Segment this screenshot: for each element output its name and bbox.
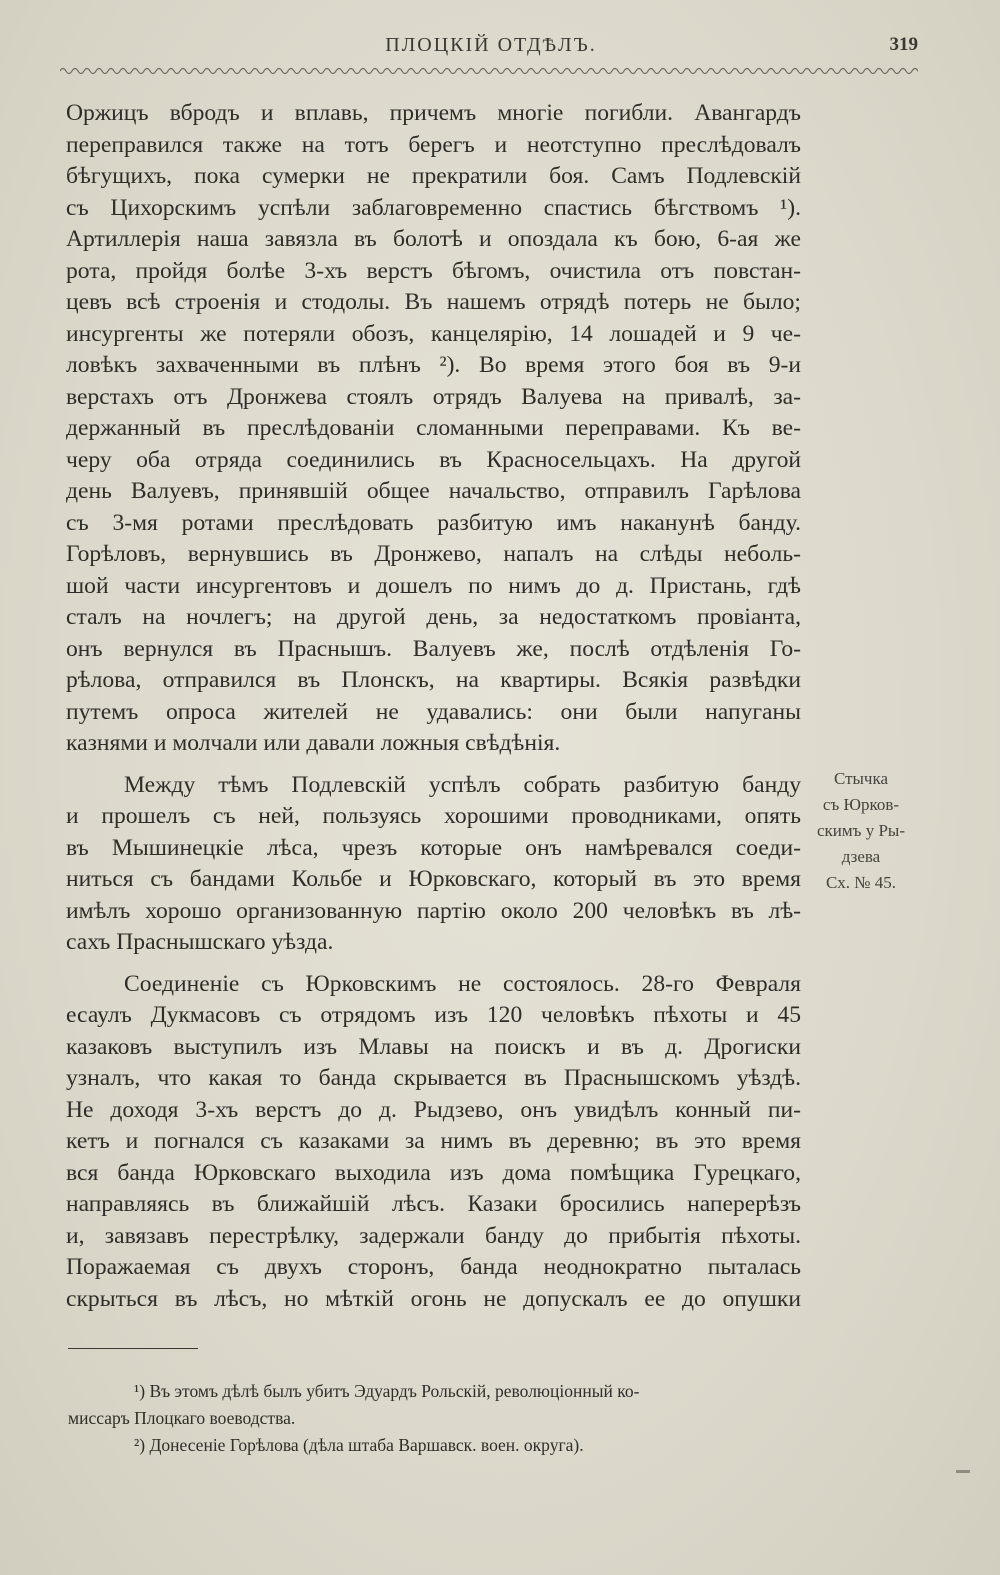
text-line: съ 3-мя ротами преслѣдовать разбитую имъ наканунѣ банду. xyxy=(66,509,801,536)
text-line: бѣгущихъ, пока сумерки не прекратили боя. Самъ Подлевскій xyxy=(66,163,801,189)
text-line: Соединеніе съ Юрковскимъ не состоялось. 28-го Февраля xyxy=(124,970,801,997)
text-line: сталъ на ночлегъ; на другой день, за недостаткомъ провіанта, xyxy=(66,604,801,630)
text-line: онъ вернулся въ Праснышъ. Валуевъ же, послѣ отдѣленія Го- xyxy=(66,635,801,662)
running-head xyxy=(60,30,922,60)
text-line: и, завязавъ перестрѣлку, задержали банду до прибытія пѣхоты. xyxy=(66,1222,801,1249)
wavy-rule xyxy=(60,64,918,78)
page-number: 319 xyxy=(889,34,918,55)
text-line: Артиллерія наша завязла въ болотѣ и опоздала къ бою, 6-ая же xyxy=(66,226,801,252)
margin-note-line: скимъ у Ры- xyxy=(817,821,905,840)
footnote-1-continued: миссаръ Плоцкаго воеводства. xyxy=(68,1408,296,1428)
text-line: Между тѣмъ Подлевскій успѣлъ собрать разбитую банду xyxy=(124,771,801,798)
text-line: ниться съ бандами Кольбе и Юрковскаго, который въ это время xyxy=(66,866,801,892)
text-line: шой части инсургентовъ и дошелъ по нимъ до д. Пристань, гдѣ xyxy=(66,572,801,599)
text-line: кетъ и погнался съ казаками за нимъ въ деревню; въ это время xyxy=(66,1128,801,1154)
text-line: путемъ опроса жителей не удавались: они были напуганы xyxy=(66,698,801,725)
text-line: имѣлъ хорошо организованную партію около 200 человѣкъ въ лѣ- xyxy=(66,897,801,924)
text-line: рота, пройдя болѣе 3-хъ верстъ бѣгомъ, очистила отъ повстан- xyxy=(66,257,801,284)
text-line: есаулъ Дукмасовъ съ отрядомъ изъ 120 человѣкъ пѣхоты и 45 xyxy=(66,1002,801,1028)
text-line: Не доходя 3-хъ верстъ до д. Рыдзево, онъ увидѣлъ конный пи- xyxy=(66,1096,801,1123)
text-line: скрыться въ лѣсъ, но мѣткій огонь не допускалъ ее до опушки xyxy=(66,1285,801,1312)
margin-note-line: Сх. № 45. xyxy=(825,873,897,892)
footnote-1: ¹) Въ этомъ дѣлѣ былъ убитъ Эдуардъ Рольскій, революціонный ко- xyxy=(134,1381,640,1401)
text-line: направляясь въ ближайшій лѣсъ. Казаки бросились наперерѣзъ xyxy=(66,1191,801,1217)
text-line: вся банда Юрковскаго выходила изъ дома помѣщика Гурецкаго, xyxy=(66,1159,801,1186)
text-line: рѣлова, отправился въ Плонскъ, на квартиры. Всякія развѣдки xyxy=(66,667,801,693)
text-line: день Валуевъ, принявшій общее начальство, отправилъ Гарѣлова xyxy=(66,478,801,504)
text-line: верстахъ отъ Дронжева стоялъ отрядъ Валуева на привалѣ, за- xyxy=(66,383,801,410)
footnotes xyxy=(68,1378,798,1459)
text-line: переправился также на тотъ берегъ и неотступно преслѣдовалъ xyxy=(66,131,801,158)
text-line: Поражаемая съ двухъ сторонъ, банда неоднократно пыталась xyxy=(66,1254,801,1280)
paragraph-1 xyxy=(66,98,801,760)
text-line: цевъ всѣ строенія и стодолы. Въ нашемъ отрядѣ потерь не было; xyxy=(66,289,801,315)
footnote-2: ²) Донесеніе Горѣлова (дѣла штаба Варшавск. воен. округа). xyxy=(134,1435,584,1455)
text-line: сахъ Праснышскаго уѣзда. xyxy=(66,929,334,955)
text-line: Оржицъ вбродъ и вплавь, причемъ многіе погибли. Авангардъ xyxy=(66,100,801,126)
text-line: въ Мышинецкіе лѣса, чрезъ которые онъ намѣревался соеди- xyxy=(66,834,801,861)
text-line: и прошелъ съ ней, пользуясь хорошими проводниками, опять xyxy=(66,803,801,829)
text-line: узналъ, что какая то банда скрывается въ Праснышскомъ уѣздѣ. xyxy=(66,1065,801,1091)
text-line: казнями и молчали или давали ложныя свѣдѣнія. xyxy=(66,730,561,756)
running-title: ПЛОЦКІЙ ОТДѢЛЪ. xyxy=(385,34,597,56)
margin-note-line: дзева xyxy=(841,847,881,866)
text-line: Горѣловъ, вернувшись въ Дронжево, напалъ на слѣды неболь- xyxy=(66,541,801,567)
ink-mark xyxy=(956,1470,970,1473)
body-text xyxy=(66,98,801,1315)
text-line: черу оба отряда соединились въ Красносельцахъ. На другой xyxy=(66,446,801,473)
footnote-rule xyxy=(68,1348,198,1349)
text-line: ловѣкъ захваченными въ плѣнъ ²). Во время этого боя въ 9-и xyxy=(66,352,801,378)
paragraph-3 xyxy=(66,969,801,1316)
margin-note-line: Стычка xyxy=(833,769,889,788)
text-line: держанный въ преслѣдованіи сломанными переправами. Къ ве- xyxy=(66,415,801,441)
text-line: казаковъ выступилъ изъ Млавы на поискъ и въ д. Дрогиски xyxy=(66,1033,801,1060)
text-line: инсургенты же потеряли обозъ, канцелярію, 14 лошадей и 9 че- xyxy=(66,320,801,347)
paragraph-2 xyxy=(66,770,801,959)
margin-note xyxy=(806,766,916,896)
text-line: съ Цихорскимъ успѣли заблаговременно спастись бѣгствомъ ¹). xyxy=(66,194,801,221)
margin-note-line: съ Юрков- xyxy=(822,795,900,814)
